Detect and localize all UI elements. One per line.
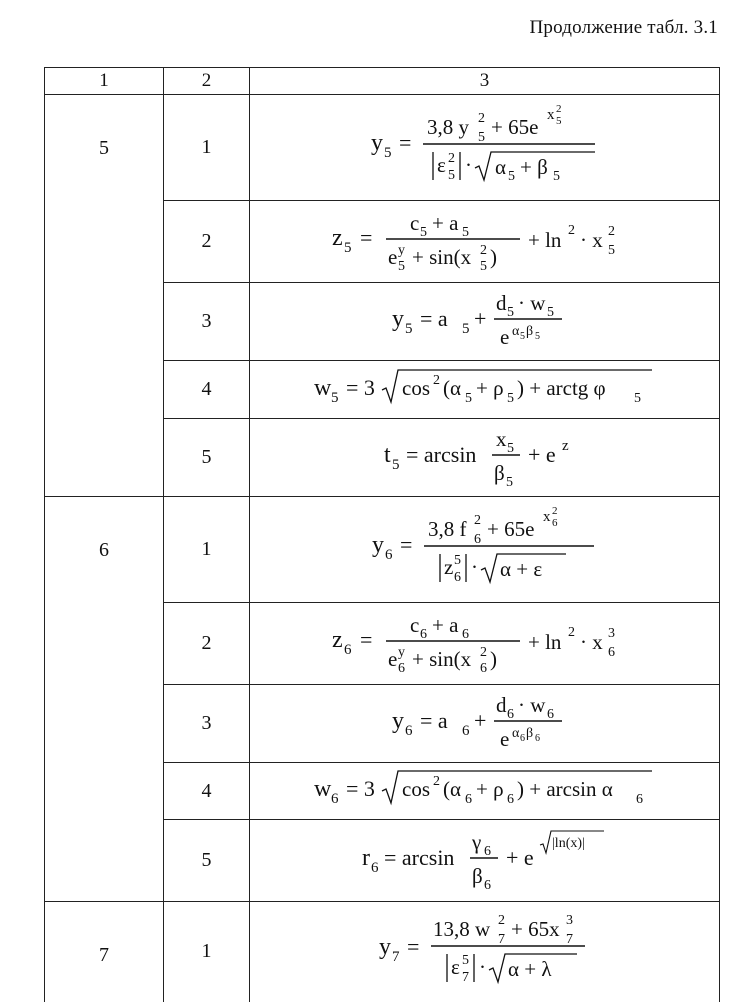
formula — [382, 420, 587, 490]
svg-text:6: 6 — [483, 843, 491, 859]
svg-text:w: w — [314, 374, 332, 401]
svg-text:y: y — [379, 933, 391, 960]
svg-text:=: = — [398, 129, 411, 155]
header-col-1: 1 — [45, 68, 164, 95]
svg-text:2: 2 — [567, 624, 575, 640]
sub-number: 3 — [164, 685, 250, 763]
svg-text:+ e: + e — [528, 441, 556, 467]
svg-text:+ 65e: + 65e — [486, 516, 534, 541]
table-row — [45, 497, 720, 603]
svg-text:α + ε: α + ε — [499, 556, 542, 581]
table-row — [45, 902, 720, 1002]
svg-text:|ln(x)|: |ln(x)| — [551, 835, 585, 851]
svg-text:6: 6 — [636, 792, 643, 807]
svg-text:5: 5 — [462, 952, 469, 968]
svg-text:y: y — [371, 531, 384, 558]
svg-text:3,8 f: 3,8 f — [427, 516, 466, 541]
svg-text:5: 5 — [453, 552, 461, 568]
formula — [360, 823, 610, 893]
svg-text:x: x — [496, 426, 507, 451]
svg-text:+ 65e: + 65e — [490, 114, 538, 139]
formula — [330, 204, 640, 274]
svg-text:5: 5 — [555, 114, 561, 127]
variant-cell — [45, 497, 164, 902]
formula — [370, 504, 600, 590]
svg-text:z: z — [331, 224, 343, 251]
svg-text:·: · — [470, 554, 478, 579]
svg-text:): ) — [489, 244, 497, 269]
svg-text:+ β: + β — [519, 154, 548, 179]
sub-number: 2 — [164, 603, 250, 685]
svg-text:5: 5 — [447, 167, 455, 183]
svg-text:2: 2 — [479, 644, 487, 660]
svg-text:6: 6 — [384, 546, 392, 563]
svg-text:·: · — [464, 152, 472, 177]
svg-text:β: β — [471, 863, 483, 888]
svg-text:6: 6 — [397, 660, 405, 676]
svg-text:5: 5 — [477, 129, 485, 145]
svg-text:α + λ: α + λ — [508, 956, 552, 981]
svg-text:6: 6 — [461, 626, 469, 642]
svg-text:y: y — [391, 305, 404, 332]
svg-text:7: 7 — [392, 948, 400, 965]
svg-text:3,8 y: 3,8 y — [426, 114, 469, 139]
svg-text:6: 6 — [453, 569, 461, 585]
svg-text:= a: = a — [419, 305, 448, 331]
svg-text:+ ρ: + ρ — [476, 777, 504, 801]
svg-text:): ) — [489, 646, 497, 671]
sub-number: 5 — [164, 419, 250, 497]
svg-text:+ ln: + ln — [527, 227, 561, 252]
variant-cell — [45, 95, 164, 497]
svg-text:5: 5 — [343, 239, 351, 256]
svg-text:d: d — [495, 692, 506, 717]
svg-text:6: 6 — [343, 641, 351, 658]
svg-text:d: d — [495, 290, 506, 315]
table-row — [45, 95, 720, 201]
svg-text:3: 3 — [566, 912, 573, 928]
svg-text:5: 5 — [507, 390, 514, 406]
svg-text:+ sin(x: + sin(x — [411, 244, 471, 269]
sub-number: 5 — [164, 820, 250, 902]
svg-text:β: β — [525, 323, 533, 339]
svg-text:+ e: + e — [505, 844, 534, 870]
svg-text:6: 6 — [551, 516, 557, 529]
svg-text:=: = — [399, 531, 412, 557]
svg-text:+ ρ: + ρ — [476, 375, 504, 400]
svg-text:= 3: = 3 — [346, 374, 375, 400]
svg-text:6: 6 — [461, 722, 469, 739]
formula — [365, 102, 605, 188]
svg-text:6: 6 — [331, 791, 339, 807]
svg-text:+ a: + a — [431, 612, 458, 637]
variant-cell — [45, 902, 164, 1002]
svg-text:5: 5 — [507, 440, 514, 456]
formula-cell — [250, 820, 720, 902]
svg-text:5: 5 — [404, 320, 412, 337]
svg-text:6: 6 — [519, 732, 525, 744]
svg-text:= arcsin: = arcsin — [406, 441, 477, 467]
svg-text:e: e — [387, 646, 397, 671]
svg-text:2: 2 — [551, 504, 557, 517]
svg-text:5: 5 — [419, 224, 427, 240]
svg-text:2: 2 — [555, 102, 561, 115]
svg-text:2: 2 — [498, 912, 505, 928]
svg-text:5: 5 — [552, 168, 560, 184]
formula-cell — [250, 95, 720, 201]
svg-text:= arcsin: = arcsin — [383, 844, 454, 870]
svg-text:+ 65x: + 65x — [511, 916, 560, 941]
svg-text:=: = — [407, 933, 420, 959]
svg-text:5: 5 — [461, 224, 469, 240]
svg-text:) + arctg φ: ) + arctg φ — [517, 375, 606, 400]
svg-text:α: α — [511, 323, 519, 339]
svg-text:6: 6 — [370, 859, 378, 876]
sub-number: 1 — [164, 497, 250, 603]
svg-text:z: z — [331, 626, 343, 653]
svg-text:5: 5 — [607, 242, 615, 258]
svg-text:5: 5 — [534, 330, 540, 342]
svg-text:3: 3 — [607, 625, 615, 641]
variant-number: 6 — [99, 539, 109, 561]
svg-text:7: 7 — [566, 931, 573, 947]
svg-text:ε: ε — [436, 152, 446, 177]
svg-text:ε: ε — [451, 954, 460, 979]
svg-text:5: 5 — [546, 304, 554, 320]
svg-text:5: 5 — [461, 320, 469, 337]
formula — [390, 286, 580, 352]
svg-text:(α: (α — [443, 375, 461, 400]
formula-cell — [250, 603, 720, 685]
svg-text:+ sin(x: + sin(x — [411, 646, 471, 671]
formula — [390, 688, 580, 754]
sub-number: 4 — [164, 361, 250, 419]
svg-text:7: 7 — [462, 969, 469, 985]
sub-number: 2 — [164, 201, 250, 283]
svg-text:x: x — [542, 508, 550, 525]
svg-text:y: y — [370, 129, 383, 156]
formula-cell — [250, 361, 720, 419]
formula-cell — [250, 763, 720, 820]
svg-text:5: 5 — [331, 389, 339, 406]
svg-text:2: 2 — [607, 223, 615, 239]
svg-text:6: 6 — [546, 706, 554, 722]
svg-text:β: β — [525, 725, 533, 741]
formula-cell — [250, 685, 720, 763]
svg-text:· w: · w — [517, 290, 545, 315]
svg-text:γ: γ — [471, 829, 481, 854]
svg-text:5: 5 — [392, 456, 400, 473]
svg-text:2: 2 — [447, 150, 455, 166]
svg-text:2: 2 — [567, 222, 575, 238]
formula — [377, 906, 592, 992]
svg-text:5: 5 — [634, 390, 641, 406]
header-col-2: 2 — [164, 68, 250, 95]
svg-text:6: 6 — [473, 531, 481, 547]
svg-text:= 3: = 3 — [346, 776, 375, 801]
svg-text:2: 2 — [477, 110, 485, 126]
svg-text:13,8 w: 13,8 w — [433, 916, 491, 941]
svg-text:cos: cos — [402, 777, 430, 801]
svg-text:α: α — [511, 725, 519, 741]
formula-cell — [250, 201, 720, 283]
svg-text:· x: · x — [579, 629, 603, 654]
svg-text:2: 2 — [433, 372, 440, 388]
svg-text:+ a: + a — [431, 210, 458, 235]
svg-text:y: y — [397, 644, 405, 660]
svg-text:·: · — [479, 954, 486, 979]
svg-text:α: α — [494, 154, 506, 179]
formula-cell — [250, 283, 720, 361]
svg-text:x: x — [546, 106, 554, 123]
svg-text:6: 6 — [506, 706, 514, 722]
svg-text:c: c — [409, 612, 419, 637]
svg-text:w: w — [314, 776, 332, 802]
formula — [312, 362, 657, 412]
formula-cell — [250, 902, 720, 1002]
svg-text:6: 6 — [419, 626, 427, 642]
svg-text:5: 5 — [479, 258, 487, 274]
svg-text:6: 6 — [465, 792, 472, 807]
table-caption: Продолжение табл. 3.1 — [529, 17, 718, 38]
svg-text:2: 2 — [473, 512, 481, 528]
svg-text:5: 5 — [465, 390, 472, 406]
variant-number: 7 — [99, 944, 109, 966]
svg-text:+: + — [473, 707, 486, 733]
svg-text:z: z — [443, 554, 453, 579]
svg-text:5: 5 — [397, 258, 405, 274]
sub-number: 4 — [164, 763, 250, 820]
svg-text:y: y — [397, 242, 405, 258]
svg-text:6: 6 — [479, 660, 487, 676]
svg-text:z: z — [562, 437, 569, 454]
svg-text:e: e — [499, 324, 509, 349]
svg-text:β: β — [494, 460, 505, 485]
svg-text:5: 5 — [519, 330, 525, 342]
sub-number: 1 — [164, 902, 250, 1002]
svg-text:5: 5 — [506, 304, 514, 320]
svg-text:e: e — [499, 726, 509, 751]
svg-text:e: e — [387, 244, 397, 269]
svg-text:6: 6 — [404, 722, 412, 739]
header-col-3: 3 — [250, 68, 720, 95]
svg-text:5: 5 — [507, 168, 515, 184]
svg-text:5: 5 — [506, 474, 513, 490]
svg-text:2: 2 — [479, 242, 487, 258]
svg-text:6: 6 — [534, 732, 540, 744]
svg-text:t: t — [384, 441, 391, 468]
svg-text:6: 6 — [507, 792, 514, 807]
svg-text:=: = — [359, 626, 372, 652]
svg-text:6: 6 — [483, 877, 491, 893]
formula-cell — [250, 419, 720, 497]
sub-number: 3 — [164, 283, 250, 361]
svg-text:r: r — [361, 844, 370, 871]
svg-text:cos: cos — [402, 375, 430, 400]
formula-cell — [250, 497, 720, 603]
formula — [330, 606, 640, 676]
svg-text:=: = — [359, 224, 372, 250]
svg-text:· w: · w — [517, 692, 545, 717]
svg-text:= a: = a — [419, 707, 448, 733]
svg-text:· x: · x — [579, 227, 603, 252]
svg-text:y: y — [391, 707, 404, 734]
formula-table — [44, 67, 720, 1002]
svg-text:) + arcsin α: ) + arcsin α — [517, 777, 613, 801]
table-header-row — [45, 68, 720, 95]
svg-text:c: c — [409, 210, 419, 235]
svg-text:+: + — [473, 305, 486, 331]
svg-text:6: 6 — [607, 644, 615, 660]
svg-text:7: 7 — [498, 931, 505, 947]
variant-number: 5 — [99, 137, 109, 159]
svg-text:5: 5 — [383, 144, 391, 161]
svg-text:(α: (α — [443, 777, 461, 801]
svg-text:2: 2 — [433, 774, 440, 789]
sub-number: 1 — [164, 95, 250, 201]
svg-text:+ ln: + ln — [527, 629, 561, 654]
formula — [312, 763, 657, 813]
